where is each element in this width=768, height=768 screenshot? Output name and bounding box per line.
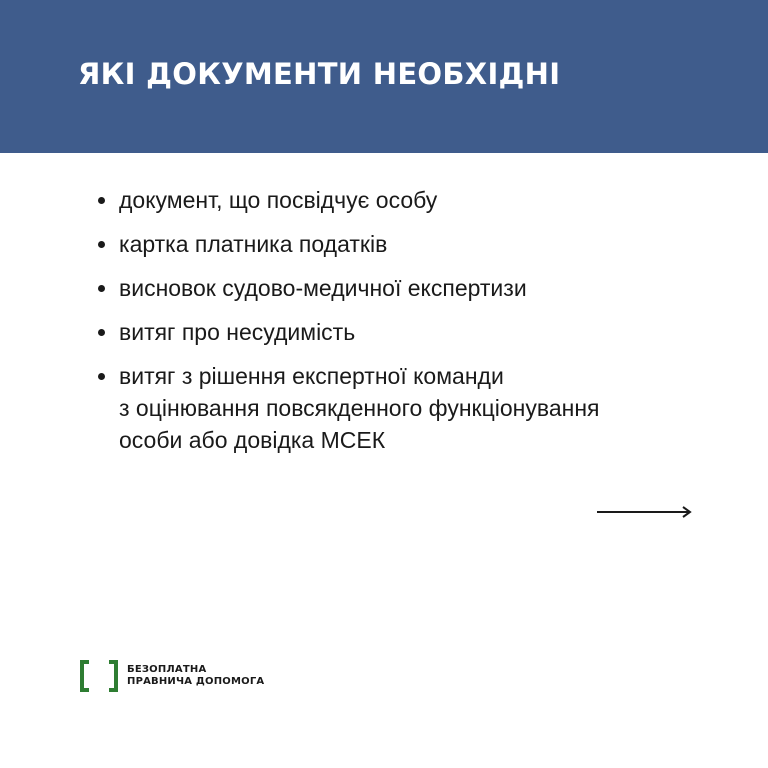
list-item bbox=[96, 360, 736, 456]
list-item bbox=[96, 316, 736, 348]
list-item-text: документ, що посвідчує особу bbox=[119, 187, 438, 213]
logo-line-1: БЕЗОПЛАТНА bbox=[127, 664, 207, 675]
bullet-icon bbox=[98, 373, 105, 380]
header-banner bbox=[0, 0, 768, 153]
arrow-right-icon[interactable] bbox=[597, 505, 693, 519]
list-item-text: картка платника податків bbox=[119, 231, 388, 257]
bullet-icon bbox=[98, 329, 105, 336]
list-item-text-line: особи або довідка МСЕК bbox=[119, 427, 386, 453]
list-item-text: витяг про несудимість bbox=[119, 319, 356, 345]
list-item bbox=[96, 184, 736, 216]
list-item-text-line: витяг з рішення експертної команди bbox=[119, 363, 504, 389]
bullet-icon bbox=[98, 241, 105, 248]
logo-line-2: ПРАВНИЧА ДОПОМОГА bbox=[127, 676, 265, 687]
bullet-icon bbox=[98, 285, 105, 292]
logo-bracket-icon bbox=[79, 660, 119, 692]
documents-list bbox=[96, 184, 736, 468]
list-item bbox=[96, 228, 736, 260]
list-item-text-line: з оцінювання повсякденного функціонування bbox=[119, 395, 600, 421]
logo-text bbox=[127, 664, 264, 688]
list-item bbox=[96, 272, 736, 304]
list-item-text: висновок судово-медичної експертизи bbox=[119, 275, 527, 301]
page-title: ЯКІ ДОКУМЕНТИ НЕОБХІДНІ bbox=[78, 57, 561, 91]
bullet-icon bbox=[98, 197, 105, 204]
